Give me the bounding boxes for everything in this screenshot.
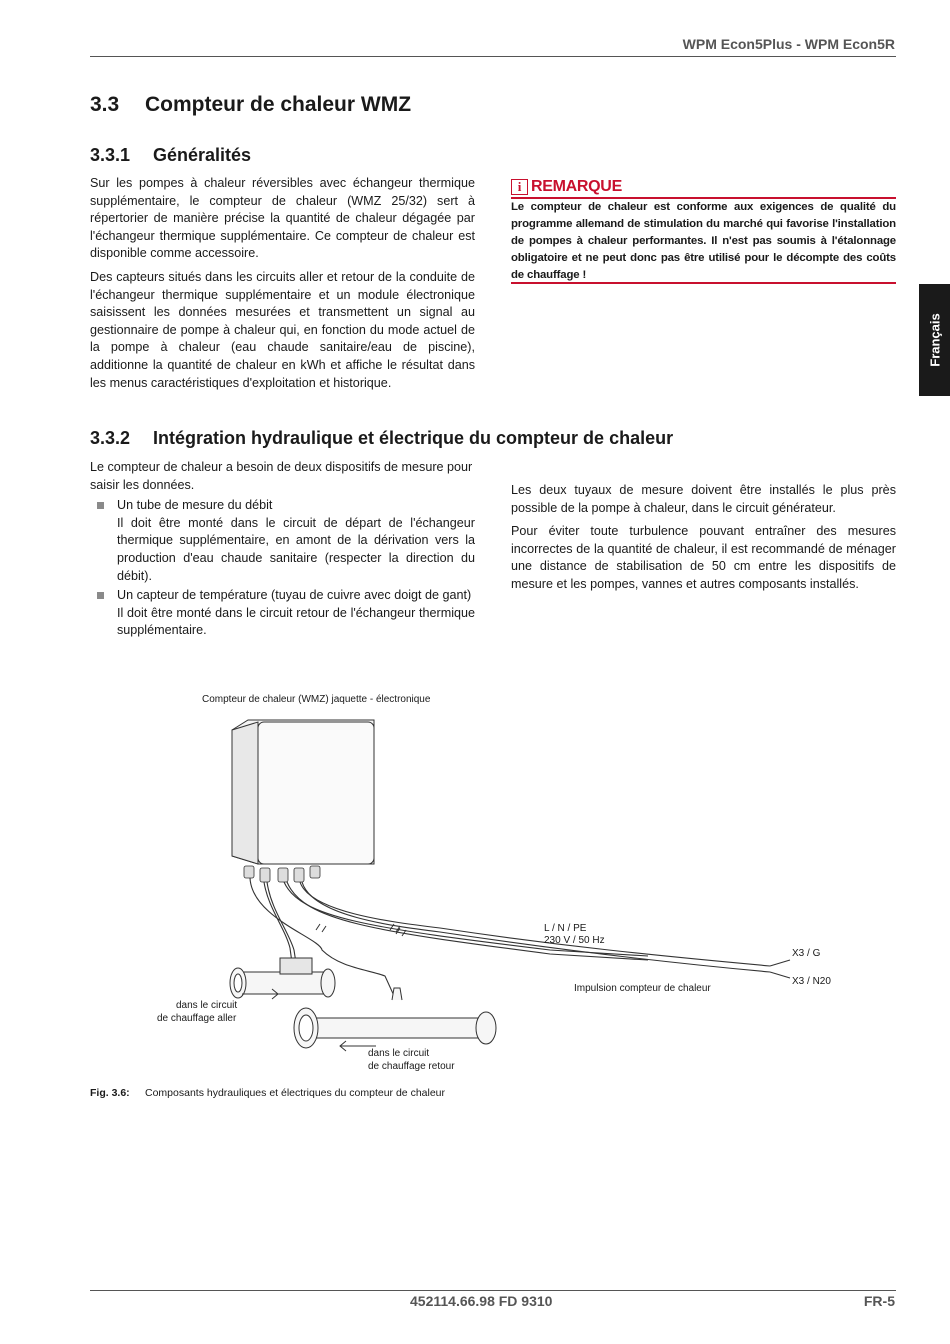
cable-glands [244, 866, 320, 882]
figure-caption [90, 1087, 445, 1099]
diagram-label-power-1: L / N / PE [544, 923, 587, 934]
generalites-text [90, 175, 475, 398]
measurement-devices-list [90, 497, 475, 640]
section-title: Compteur de chaleur WMZ [145, 93, 412, 116]
subsection-number: 3.3.1 [90, 145, 131, 165]
diagram-label-x3g: X3 / G [792, 948, 821, 959]
footer-rule [90, 1290, 896, 1291]
flow-meter-tube [230, 958, 335, 998]
diagram-label-return-2: de chauffage retour [368, 1061, 455, 1072]
figure-number: Fig. 3.6: [90, 1087, 130, 1099]
diagram-label-x3n20: X3 / N20 [792, 976, 831, 987]
diagram-label-electronics: Compteur de chaleur (WMZ) jaquette - électronique [202, 694, 431, 705]
paragraph: Sur les pompes à chaleur réversibles avec échangeur thermique supplémentaire, le compteur de chaleur (WMZ 25/32) sert à répertorier de manière précise la quantité de chaleur dégagée par l'échangeur thermique supplémentaire. Ce compteur de chaleur est disponible comme accessoire. [90, 176, 475, 261]
paragraph: Pour éviter toute turbulence pouvant entraîner des mesures incorrectes de la quantité de chaleur, il est recommandé de ménager une distance de stabilisation de 50 cm entre les dispositifs de mesure et les pompes, vannes et autres composants installés. [511, 524, 896, 591]
return-pipe [294, 988, 496, 1048]
list-item-title: Un tube de mesure du débit [117, 498, 273, 513]
info-icon: i [511, 179, 528, 195]
header-title: WPM Econ5Plus - WPM Econ5R [682, 36, 895, 52]
section-number: 3.3 [90, 93, 120, 116]
language-tab [919, 284, 950, 396]
list-item-title: Un capteur de température (tuyau de cuivre avec doigt de gant) [117, 588, 472, 603]
diagram-label-flow-1: dans le circuit [176, 1000, 238, 1011]
figure-caption-text: Composants hydrauliques et électriques du compteur de chaleur [145, 1087, 446, 1099]
integration-left-text [90, 459, 475, 642]
header-rule [90, 56, 896, 57]
diagram-label-flow-2: de chauffage aller [157, 1013, 237, 1024]
list-item [90, 587, 475, 640]
section-heading [90, 93, 411, 117]
subsection-heading-integration [90, 428, 673, 449]
paragraph: Les deux tuyaux de mesure doivent être installés le plus près possible de la pompe à chaleur, dans le circuit générateur. [511, 483, 896, 515]
note-label: REMARQUE [531, 178, 622, 195]
list-item-text: Il doit être monté dans le circuit retour de l'échangeur thermique supplémentaire. [117, 605, 475, 638]
diagram-label-pulse: Impulsion compteur de chaleur [574, 983, 711, 994]
subsection-heading-generalites [90, 145, 251, 166]
electronics-housing [232, 720, 374, 864]
note-divider-bottom [511, 282, 896, 284]
integration-right-text [511, 482, 896, 600]
note-header [511, 178, 896, 196]
paragraph: Le compteur de chaleur a besoin de deux dispositifs de mesure pour saisir les données. [90, 460, 473, 492]
language-tab-label: Français [927, 313, 942, 367]
footer-page-number: FR-5 [863, 1293, 895, 1309]
note-text: Le compteur de chaleur est conforme aux exigences de qualité du programme allemand de stimulation du marché qui favorise l'installation de pompes à chaleur performantes. Il n'est pas soumis à l'étalonnage obligatoire et ne peut donc pas être utilisé pour le décompte des coûts de chauffage ! [511, 201, 896, 281]
diagram-label-power-2: 230 V / 50 Hz [544, 935, 605, 946]
footer-document-code: 452114.66.98 FD 9310 [410, 1293, 553, 1309]
paragraph: Des capteurs situés dans les circuits aller et retour de la conduite de l'échangeur thermique supplémentaire et un module électronique saisissent les données mesurées et transmettent un signal au gestionnaire de pompe à chaleur qui, en fonction du mode actuel de la pompe à chaleur (eau chaude sanitaire/eau de piscine), additionne la quantité de chaleur en kWh et affiche le résultat dans les menus caractéristiques d'exploitation et historique. [90, 269, 475, 390]
subsection-number: 3.3.2 [90, 428, 131, 448]
subsection-title: Intégration hydraulique et électrique du compteur de chaleur [153, 428, 674, 448]
bullet-square-icon [97, 592, 104, 599]
diagram-label-return-1: dans le circuit [368, 1048, 430, 1059]
list-item [90, 497, 475, 585]
subsection-title: Généralités [153, 145, 252, 165]
heat-meter-diagram [140, 688, 840, 1078]
bullet-square-icon [97, 502, 104, 509]
list-item-text: Il doit être monté dans le circuit de départ de l'échangeur thermique supplémentaire, en amont de la dérivation vers la production d'eau chaude sanitaire (respecter la direction du débit). [117, 515, 475, 583]
